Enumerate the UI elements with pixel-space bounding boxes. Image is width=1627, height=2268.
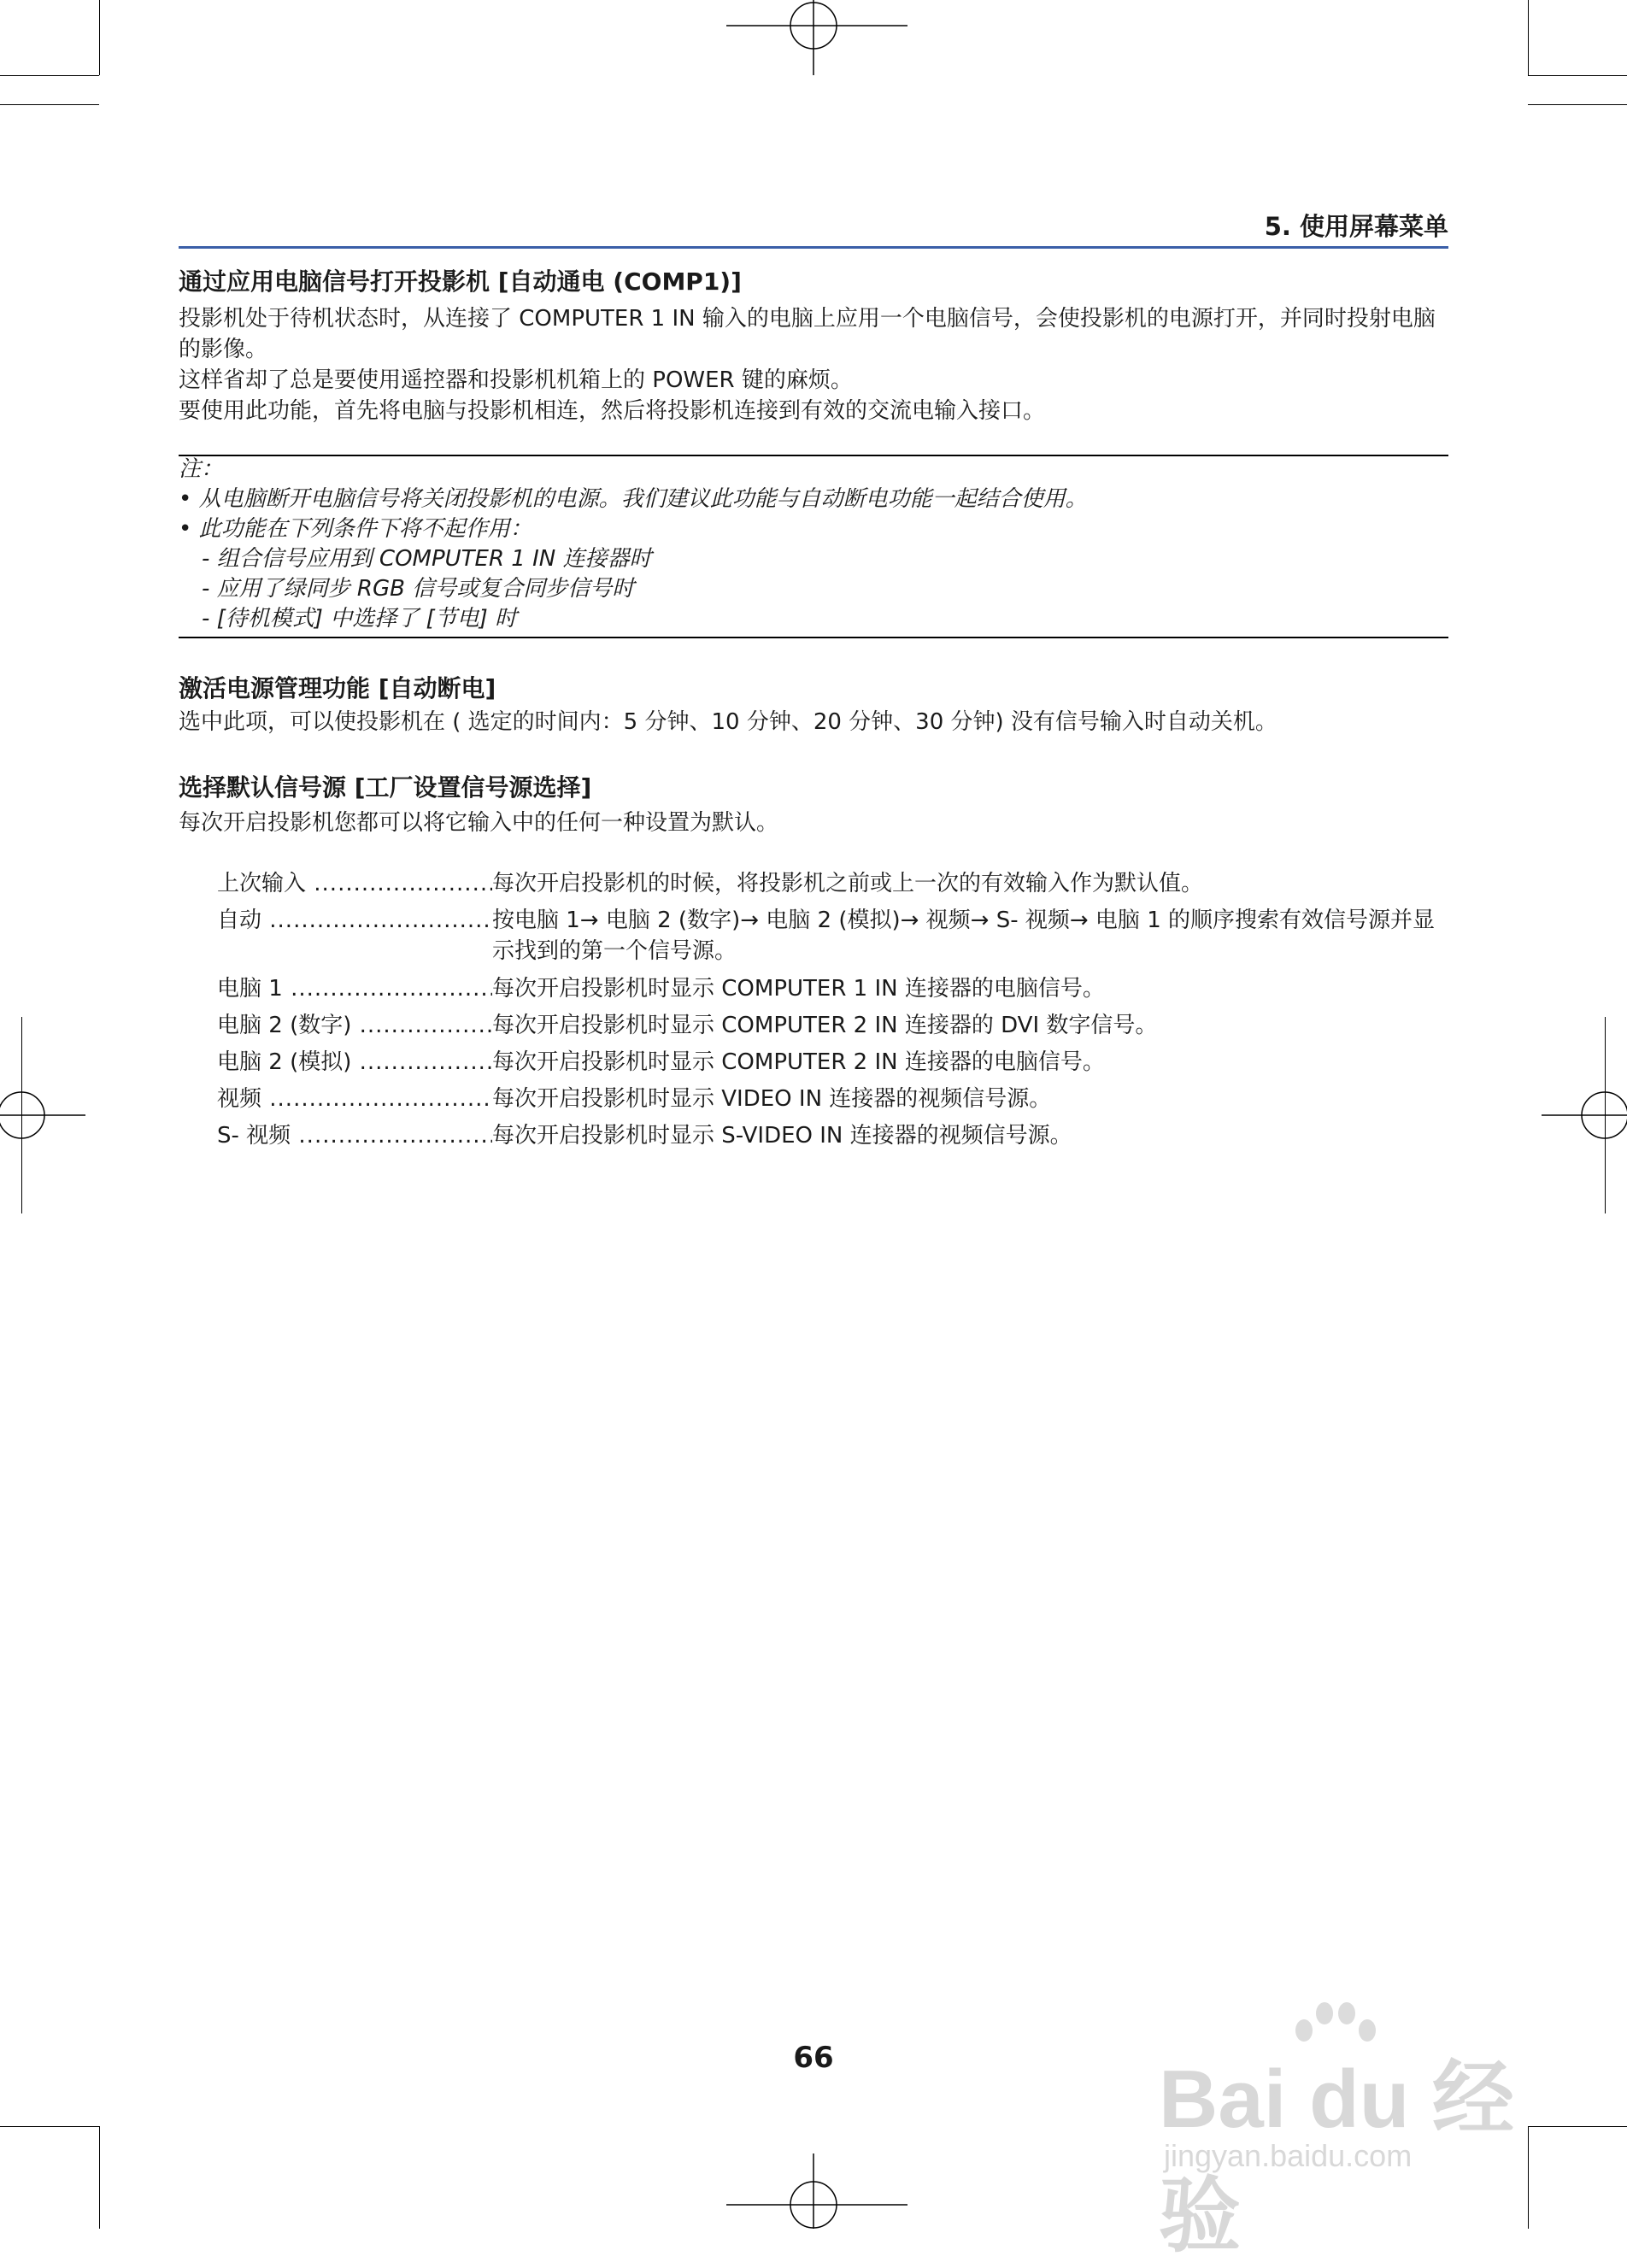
note-box (179, 455, 1448, 634)
note-sub-item: - [待机模式] 中选择了 [节电] 时 (202, 606, 518, 632)
option-row (217, 1047, 1448, 1078)
option-description: 每次开启投影机的时候，将投影机之前或上一次的有效输入作为默认值。 (492, 871, 1204, 896)
section2-paragraph: 选中此项，可以使投影机在 ( 选定的时间内：5 分钟、10 分钟、20 分钟、30 分钟) 没有信号输入时自动关机。 (179, 709, 1278, 735)
section3-paragraph: 每次开启投影机您都可以将它输入中的任何一种设置为默认。 (179, 810, 779, 836)
option-label: 自动 ..... (217, 905, 492, 967)
option-description: 每次开启投影机时显示 S-VIDEO IN 连接器的视频信号源。 (492, 1123, 1072, 1149)
chapter-rule (179, 246, 1448, 249)
option-row (217, 905, 1448, 967)
option-description: 每次开启投影机时显示 COMPUTER 2 IN 连接器的电脑信号。 (492, 1049, 1105, 1075)
watermark-logo: Bai du 经验 (1159, 2054, 1515, 2262)
chapter-title: 5. 使用屏幕菜单 (1264, 212, 1448, 241)
note-bottom-rule (179, 637, 1448, 638)
option-label: 上次输入 ..... (217, 868, 492, 899)
option-description: 每次开启投影机时显示 VIDEO IN 连接器的视频信号源。 (492, 1086, 1052, 1112)
watermark (1159, 2000, 1535, 2262)
option-row (217, 1084, 1448, 1114)
section-title-auto-power-off: 激活电源管理功能 [自动断电] (179, 674, 496, 702)
note-bullet: • 从电脑断开电脑信号将关闭投影机的电源。我们建议此功能与自动断电功能一起结合使用。 (179, 486, 1088, 512)
watermark-url: jingyan.baidu.com (1164, 2138, 1413, 2173)
option-row (217, 1010, 1448, 1041)
option-row (217, 1120, 1448, 1151)
option-description: 按电脑 1→ 电脑 2 (数字)→ 电脑 2 (模拟)→ 视频→ S- 视频→ 电脑 1 的顺序搜索有效信号源并显示找到的第一个信号源。 (492, 908, 1435, 964)
option-label: 视频 ..... (217, 1084, 492, 1114)
section1-paragraph-1: 投影机处于待机状态时，从连接了 COMPUTER 1 IN 输入的电脑上应用一个电脑信号，会使投影机的电源打开，并同时投射电脑的影像。 (179, 306, 1436, 362)
option-label: S- 视频 ..... (217, 1120, 492, 1151)
page-number: 66 (793, 2041, 834, 2075)
option-label: 电脑 1 ..... (217, 973, 492, 1004)
option-description: 每次开启投影机时显示 COMPUTER 1 IN 连接器的电脑信号。 (492, 976, 1105, 1002)
option-label: 电脑 2 (数字) ..... (217, 1010, 492, 1041)
note-sub-item: - 应用了绿同步 RGB 信号或复合同步信号时 (202, 576, 635, 602)
note-bullet: • 此功能在下列条件下将不起作用： (179, 516, 532, 542)
option-label: 电脑 2 (模拟) ..... (217, 1047, 492, 1078)
option-row (217, 868, 1448, 899)
section-title-default-source: 选择默认信号源 [工厂设置信号源选择] (179, 773, 592, 802)
section-title-auto-power-on: 通过应用电脑信号打开投影机 [自动通电 (COMP1)] (179, 267, 742, 296)
note-sub-item: - 组合信号应用到 COMPUTER 1 IN 连接器时 (202, 546, 652, 572)
section1-paragraph-2: 这样省却了总是要使用遥控器和投影机机箱上的 POWER 键的麻烦。 (179, 367, 853, 393)
option-description: 每次开启投影机时显示 COMPUTER 2 IN 连接器的 DVI 数字信号。 (492, 1013, 1158, 1038)
section1-paragraph-3: 要使用此功能，首先将电脑与投影机相连，然后将投影机连接到有效的交流电输入接口。 (179, 398, 1046, 424)
option-row (217, 973, 1448, 1004)
note-heading: 注： (179, 456, 224, 482)
